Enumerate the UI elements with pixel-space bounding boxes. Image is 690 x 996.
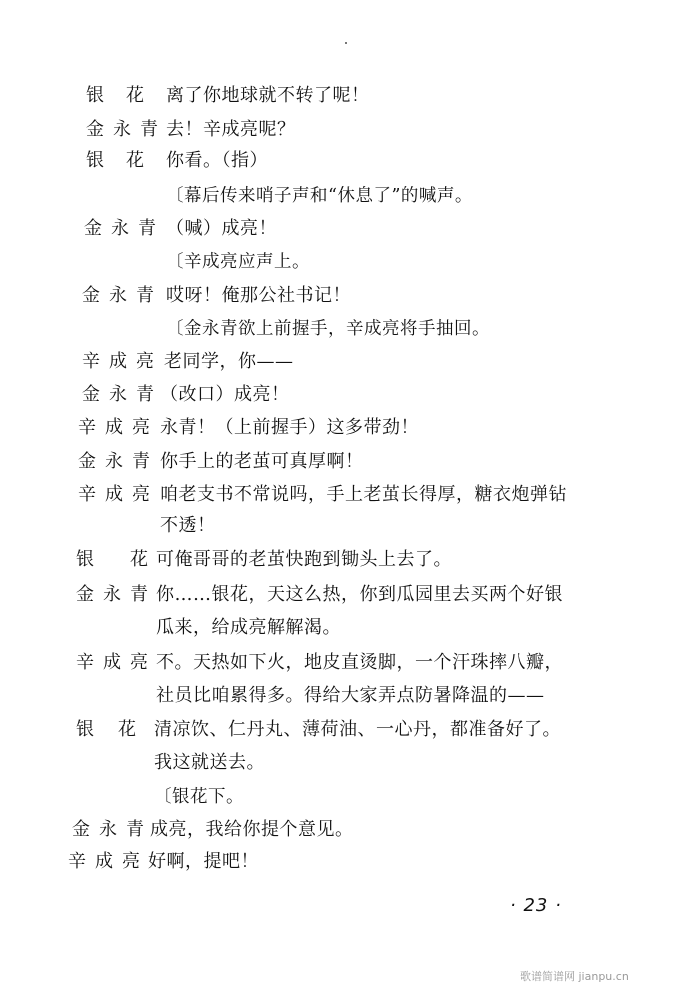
dialogue-text: 好啊，提吧！ [148, 851, 259, 872]
speaker-name: 银 花 [86, 85, 144, 106]
dialogue-text: 我这就送去。 [154, 752, 265, 773]
speaker-name: 金永青 [82, 384, 154, 405]
dialogue-row [0, 480, 690, 510]
stage-direction-text: 〔金永青欲上前握手，辛成亮将手抽回。 [166, 319, 490, 339]
dialogue-row [0, 545, 690, 575]
dialogue-row [0, 146, 690, 176]
dialogue-text: 你……银花，天这么热，你到瓜园里去买两个好银 [156, 584, 563, 605]
dialogue-row [0, 281, 690, 311]
dialogue-text: 离了你地球就不转了呢！ [166, 85, 370, 106]
dialogue-text: 可俺哥哥的老茧快跑到锄头上去了。 [156, 549, 452, 570]
speaker-name: 金永青 [78, 451, 150, 472]
speaker-name: 金永青 [76, 584, 148, 605]
print-speck [345, 42, 347, 44]
dialogue-row [0, 648, 690, 678]
dialogue-row [0, 347, 690, 377]
dialogue-text: 你手上的老茧可真厚啊！ [160, 451, 364, 472]
dialogue-row [0, 214, 690, 244]
dialogue-text: 不。天热如下火，地皮直烫脚，一个汗珠摔八瓣， [156, 652, 563, 673]
dialogue-text: （喊）成亮！ [166, 218, 277, 239]
stage-direction-text: 〔辛成亮应声上。 [166, 252, 310, 272]
stage-direction-text: 〔银花下。 [154, 787, 244, 807]
stage-direction-row [0, 782, 690, 812]
dialogue-row [0, 715, 690, 745]
dialogue-row [0, 413, 690, 443]
dialogue-text: 不透！ [160, 515, 216, 536]
stage-direction-row [0, 247, 690, 277]
dialogue-text: 咱老支书不常说吗，手上老茧长得厚，糖衣炮弹钻 [160, 484, 567, 505]
page-number: · 23 · [510, 895, 562, 916]
dialogue-row [0, 580, 690, 610]
dialogue-text: 社员比咱累得多。得给大家弄点防暑降温的—— [156, 685, 545, 706]
speaker-name: 辛成亮 [68, 851, 140, 872]
speaker-name: 金永青 [86, 119, 158, 140]
dialogue-continuation-row [0, 748, 690, 778]
speaker-name: 辛成亮 [78, 484, 150, 505]
site-watermark: 歌谱简谱网 jianpu.cn [520, 970, 629, 983]
speaker-name: 辛成亮 [82, 351, 154, 372]
dialogue-text: 瓜来，给成亮解解渴。 [156, 617, 341, 638]
speaker-name: 金永青 [72, 819, 144, 840]
dialogue-row [0, 847, 690, 877]
dialogue-continuation-row [0, 511, 690, 541]
speaker-name: 银 花 [76, 549, 148, 570]
dialogue-text: 成亮，我给你提个意见。 [150, 819, 354, 840]
speaker-name: 银 花 [76, 719, 136, 740]
dialogue-text: 哎呀！俺那公社书记！ [166, 285, 351, 306]
dialogue-row [0, 81, 690, 111]
speaker-name: 辛成亮 [78, 417, 150, 438]
dialogue-row [0, 447, 690, 477]
stage-direction-row [0, 314, 690, 344]
dialogue-row [0, 115, 690, 145]
speaker-name: 辛成亮 [76, 652, 148, 673]
dialogue-text: 永青！（上前握手）这多带劲！ [160, 417, 419, 438]
dialogue-row [0, 380, 690, 410]
stage-direction-text: 〔幕后传来哨子声和“休息了”的喊声。 [166, 186, 473, 206]
dialogue-continuation-row [0, 613, 690, 643]
dialogue-text: 清凉饮、仁丹丸、薄荷油、一心丹，都准备好了。 [154, 719, 561, 740]
dialogue-row [0, 815, 690, 845]
speaker-name: 金永青 [82, 285, 154, 306]
stage-direction-row [0, 181, 690, 211]
dialogue-continuation-row [0, 681, 690, 711]
dialogue-text: 老同学，你—— [164, 351, 294, 372]
speaker-name: 金永青 [84, 218, 156, 239]
dialogue-text: 去！辛成亮呢？ [166, 119, 296, 140]
dialogue-text: 你看。（指） [166, 150, 268, 171]
speaker-name: 银 花 [86, 150, 144, 171]
dialogue-text: （改口）成亮！ [160, 384, 290, 405]
